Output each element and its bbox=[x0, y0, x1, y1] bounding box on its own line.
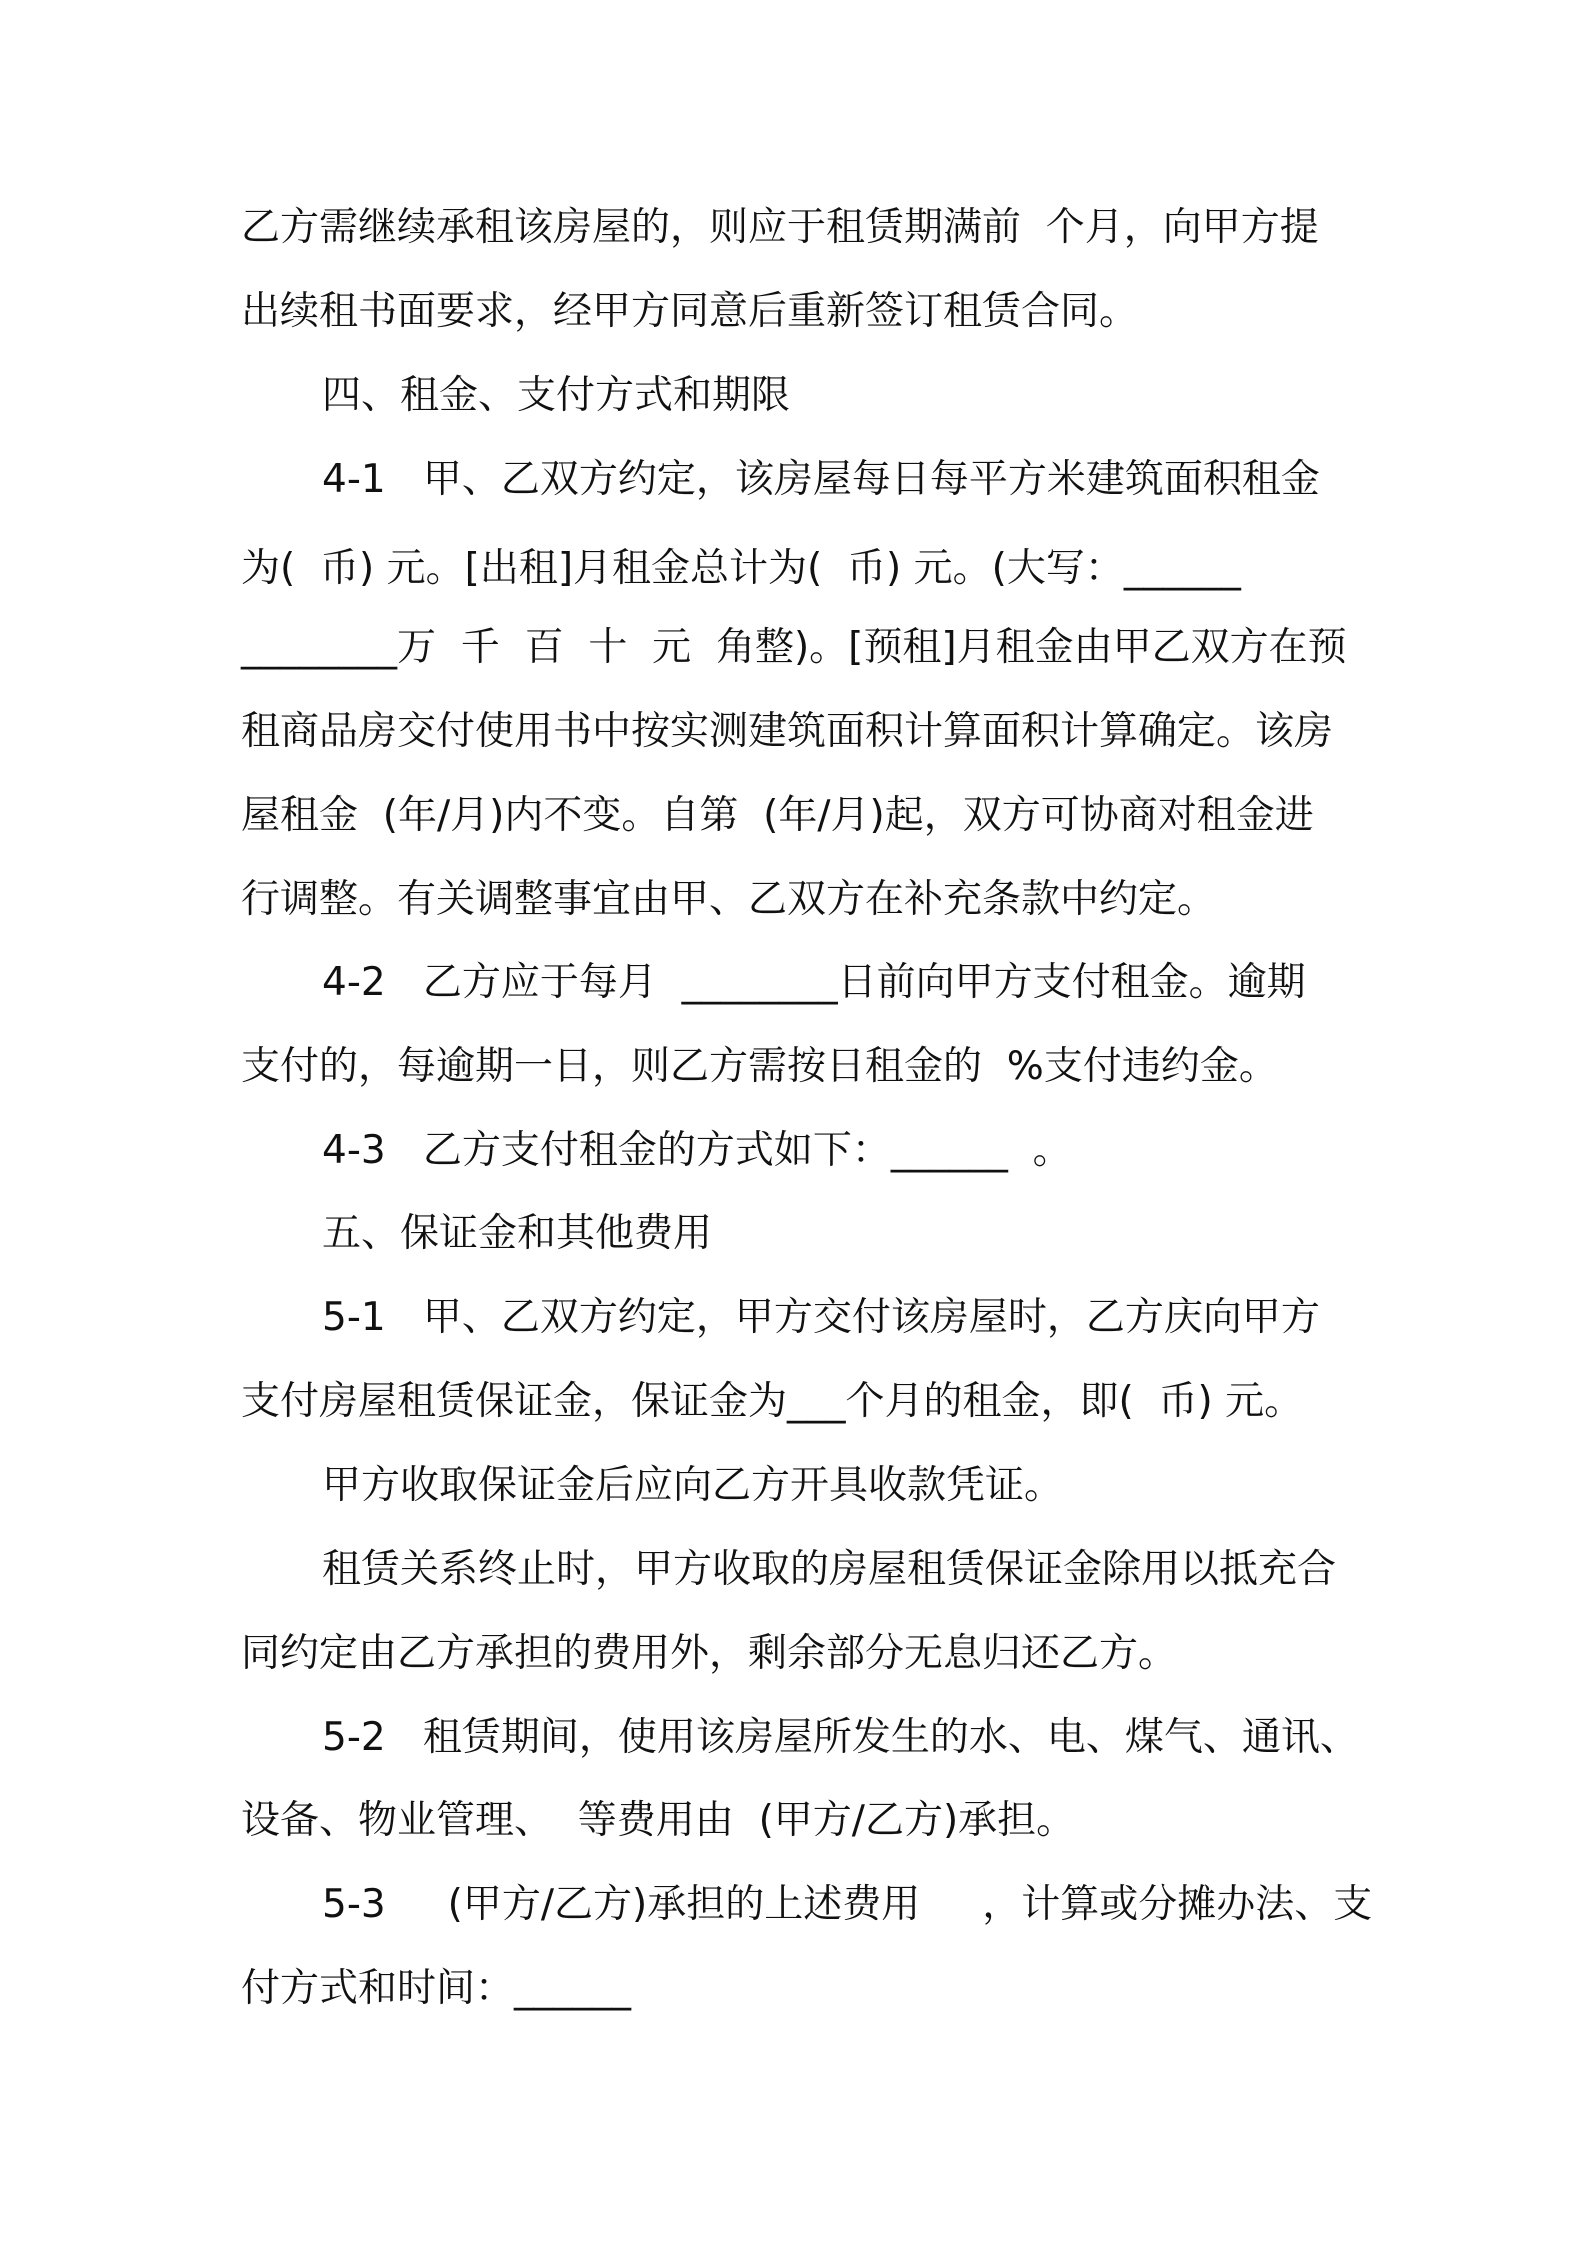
text-line-7: 租商品房交付使用书中按实测建筑面积计算面积计算确定。该房 bbox=[241, 709, 1334, 754]
clause-4-3: 4-3 乙方支付租金的方式如下：______ 。 bbox=[322, 1128, 1072, 1173]
clause-4-2: 4-2 乙方应于每月 ________日前向甲方支付租金。逾期 bbox=[322, 960, 1306, 1005]
clause-5-1: 5-1 甲、乙双方约定，甲方交付该房屋时，乙方庆向甲方 bbox=[322, 1295, 1320, 1340]
text-line-11: 支付的，每逾期一日，则乙方需按日租金的 %支付违约金。 bbox=[241, 1044, 1278, 1089]
text-line-9: 行调整。有关调整事宜由甲、乙双方在补充条款中约定。 bbox=[241, 877, 1217, 922]
text-line-22: 付方式和时间：______ bbox=[241, 1966, 632, 2011]
text-line-16: 甲方收取保证金后应向乙方开具收款凭证。 bbox=[322, 1463, 1064, 1508]
text-line-17: 租赁关系终止时，甲方收取的房屋租赁保证金除用以抵充合 bbox=[322, 1547, 1337, 1592]
text-line-2: 出续租书面要求，经甲方同意后重新签订租赁合同。 bbox=[241, 289, 1139, 334]
text-line-20: 设备、物业管理、 等费用由 (甲方/乙方)承担。 bbox=[241, 1798, 1076, 1843]
text-line-5: 为( 币) 元。[出租]月租金总计为( 币) 元。(大写：______ bbox=[241, 546, 1241, 591]
text-line-6: ________万 千 百 十 元 角整)。[预租]月租金由甲乙双方在预 bbox=[241, 625, 1347, 670]
text-line-18: 同约定由乙方承担的费用外，剩余部分无息归还乙方。 bbox=[241, 1631, 1178, 1676]
clause-5-2: 5-2 租赁期间，使用该房屋所发生的水、电、煤气、通讯、 bbox=[322, 1715, 1359, 1760]
clause-4-1: 4-1 甲、乙双方约定，该房屋每日每平方米建筑面积租金 bbox=[322, 457, 1320, 502]
section-heading-4: 四、租金、支付方式和期限 bbox=[322, 373, 791, 418]
clause-5-3: 5-3 (甲方/乙方)承担的上述费用 ，计算或分摊办法、支 bbox=[322, 1882, 1373, 1927]
text-line-8: 屋租金 (年/月)内不变。自第 (年/月)起，双方可协商对租金进 bbox=[241, 793, 1314, 838]
text-line-1: 乙方需继续承租该房屋的，则应于租赁期满前 个月，向甲方提 bbox=[241, 205, 1319, 250]
text-line-15: 支付房屋租赁保证金，保证金为___个月的租金，即( 币) 元。 bbox=[241, 1379, 1304, 1424]
section-heading-5: 五、保证金和其他费用 bbox=[322, 1211, 713, 1256]
